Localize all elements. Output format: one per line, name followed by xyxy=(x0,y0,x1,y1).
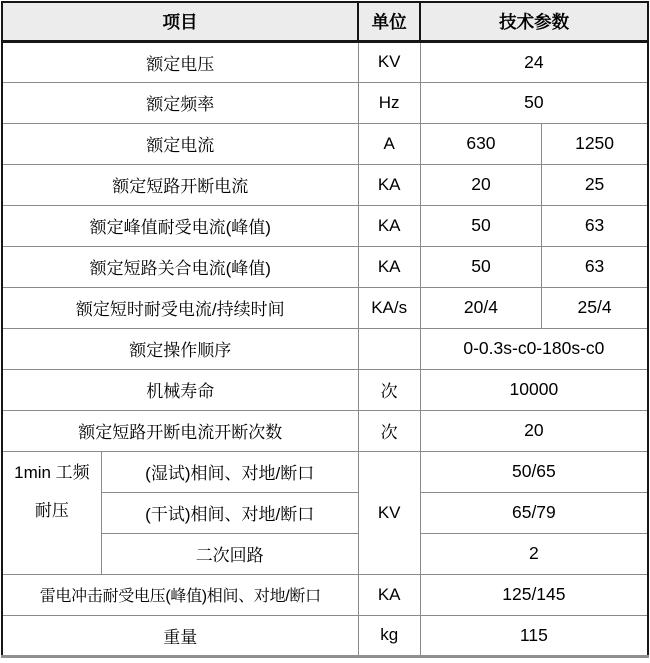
item-cell: (干试)相间、对地/断口 xyxy=(101,492,358,533)
value-cell: 65/79 xyxy=(420,492,648,533)
header-item: 项目 xyxy=(2,2,358,41)
unit-cell: kg xyxy=(358,615,420,656)
item-cell: 额定短路关合电流(峰值) xyxy=(2,246,358,287)
value-cell: 20 xyxy=(420,410,648,451)
item-cell: 机械寿命 xyxy=(2,369,358,410)
item-cell: 额定操作顺序 xyxy=(2,328,358,369)
table-row-weight xyxy=(2,615,648,656)
header-params: 技术参数 xyxy=(420,2,648,41)
table-row-rated-frequency xyxy=(2,82,648,123)
unit-cell: KA xyxy=(358,205,420,246)
item-cell: 额定频率 xyxy=(2,82,358,123)
value-cell: 115 xyxy=(420,615,648,656)
value-cell-1: 20/4 xyxy=(420,287,541,328)
item-cell: 重量 xyxy=(2,615,358,656)
table-header-row xyxy=(2,2,648,41)
value-cell-2: 63 xyxy=(542,205,648,246)
table-row-breaking-times xyxy=(2,410,648,451)
table-row-power-freq-wet xyxy=(2,451,648,492)
item-cell: 额定短路开断电流开断次数 xyxy=(2,410,358,451)
unit-cell: Hz xyxy=(358,82,420,123)
unit-cell: KA xyxy=(358,246,420,287)
value-cell-1: 50 xyxy=(420,205,541,246)
table-row-rated-voltage xyxy=(2,41,648,82)
spec-table-frame xyxy=(1,1,649,658)
value-cell: 50 xyxy=(420,82,648,123)
value-cell-1: 20 xyxy=(420,164,541,205)
item-cell: (湿试)相间、对地/断口 xyxy=(101,451,358,492)
value-cell-2: 63 xyxy=(542,246,648,287)
value-cell-1: 630 xyxy=(420,123,541,164)
unit-cell: KA/s xyxy=(358,287,420,328)
value-cell: 10000 xyxy=(420,369,648,410)
value-cell: 24 xyxy=(420,41,648,82)
spec-table xyxy=(1,1,649,658)
item-cell: 额定短路开断电流 xyxy=(2,164,358,205)
unit-cell: A xyxy=(358,123,420,164)
value-cell: 0-0.3s-c0-180s-c0 xyxy=(420,328,648,369)
table-row-lightning-impulse xyxy=(2,574,648,615)
item-cell: 额定短时耐受电流/持续时间 xyxy=(2,287,358,328)
item-cell: 雷电冲击耐受电压(峰值)相间、对地/断口 xyxy=(2,574,358,615)
table-row-peak-withstand-current xyxy=(2,205,648,246)
table-row-operating-sequence xyxy=(2,328,648,369)
table-row-mechanical-life xyxy=(2,369,648,410)
value-cell: 50/65 xyxy=(420,451,648,492)
value-cell: 125/145 xyxy=(420,574,648,615)
unit-cell: KA xyxy=(358,574,420,615)
header-unit: 单位 xyxy=(358,2,420,41)
unit-cell: KA xyxy=(358,164,420,205)
value-cell-1: 50 xyxy=(420,246,541,287)
item-cell: 额定峰值耐受电流(峰值) xyxy=(2,205,358,246)
table-row-short-time-withstand xyxy=(2,287,648,328)
unit-cell xyxy=(358,328,420,369)
table-row-breaking-current xyxy=(2,164,648,205)
item-cell: 二次回路 xyxy=(101,533,358,574)
item-cell: 额定电流 xyxy=(2,123,358,164)
unit-cell: KV xyxy=(358,41,420,82)
table-row-making-current xyxy=(2,246,648,287)
item-cell: 额定电压 xyxy=(2,41,358,82)
unit-cell: 次 xyxy=(358,410,420,451)
value-cell-2: 25/4 xyxy=(542,287,648,328)
group-label-line1: 1min 工频 xyxy=(14,462,90,482)
value-cell-2: 1250 xyxy=(542,123,648,164)
group-label-cell xyxy=(2,451,101,574)
value-cell-2: 25 xyxy=(542,164,648,205)
table-row-rated-current xyxy=(2,123,648,164)
unit-cell: 次 xyxy=(358,369,420,410)
value-cell: 2 xyxy=(420,533,648,574)
group-label-line2: 耐压 xyxy=(34,500,69,520)
unit-cell: KV xyxy=(358,451,420,574)
